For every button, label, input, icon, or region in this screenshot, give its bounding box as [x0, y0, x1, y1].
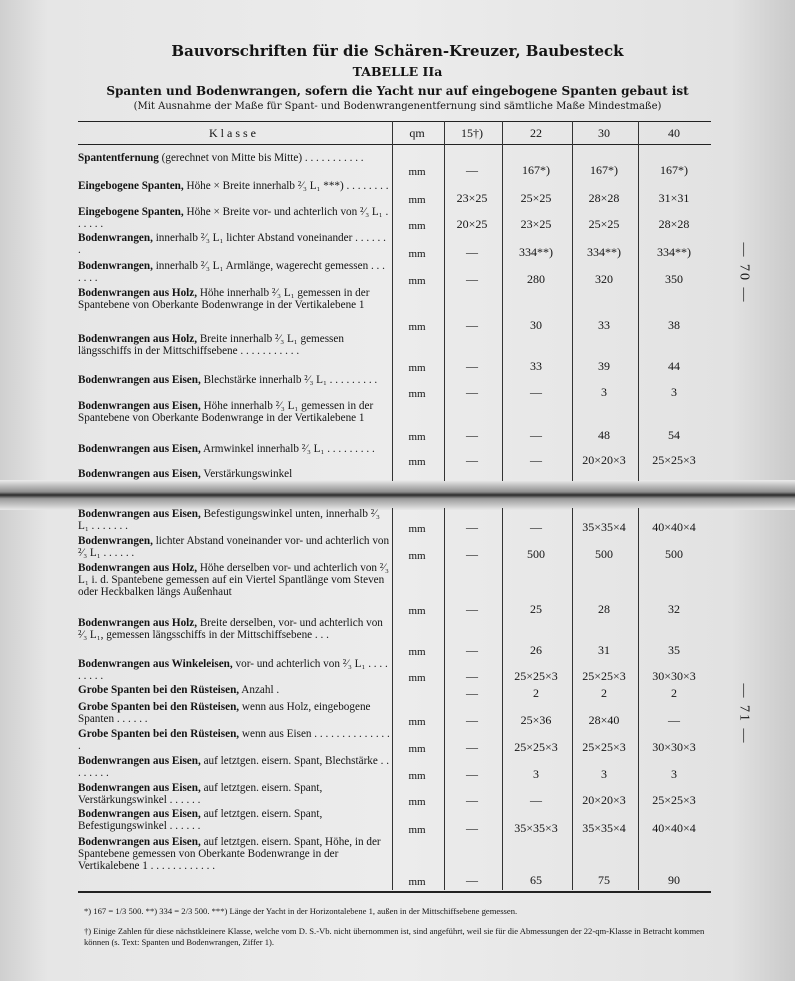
row-heading: Bodenwrangen aus Eisen,: [78, 782, 201, 794]
row-value: —: [466, 547, 478, 561]
table-row: [78, 333, 711, 374]
row-value: 2: [601, 686, 607, 700]
row-value: 2: [533, 686, 539, 700]
column-header-unit: qm: [409, 126, 425, 140]
row-heading: Bodenwrangen aus Holz,: [78, 287, 198, 299]
row-value: 28: [598, 602, 610, 616]
row-value: —: [466, 359, 478, 373]
row-value: —: [466, 453, 478, 467]
table-row: [78, 562, 711, 617]
row-unit: mm: [408, 275, 426, 287]
table-bottom-rule: [78, 891, 711, 893]
column-header-15: 15†): [461, 126, 483, 140]
row-unit: mm: [408, 605, 426, 617]
row-text: Anzahl .: [239, 684, 280, 696]
row-value: 30×30×3: [652, 669, 696, 683]
row-text: auf letztgen. eisern. Spant, Verstärkungswinkel . . . . . .: [78, 782, 323, 806]
row-value: 25×25: [520, 191, 552, 205]
row-value: 75: [598, 873, 610, 887]
row-unit: mm: [408, 646, 426, 658]
row-value: 25×25×3: [582, 669, 626, 683]
row-value: 20×20×3: [582, 453, 626, 467]
row-value: —: [530, 385, 542, 399]
row-unit: mm: [408, 716, 426, 728]
row-value: 23×25: [520, 217, 552, 231]
row-value: 3: [601, 767, 607, 781]
row-description: [78, 617, 390, 641]
page-number-71: — 71 —: [736, 683, 752, 745]
table-row: [78, 287, 711, 333]
row-value: 23×25: [456, 191, 488, 205]
row-text: Blechstärke innerhalb ²⁄₃ L₁ . . . . . . . . .: [200, 374, 378, 386]
row-value: —: [466, 385, 478, 399]
row-value: —: [466, 163, 478, 177]
row-text: Höhe × Breite innerhalb ²⁄₃ L₁ ***) . . . . . . . .: [183, 180, 389, 192]
row-text: lichter Abstand voneinander vor- und achterlich von ²⁄₃ L₁ . . . . . .: [78, 535, 390, 559]
top-column-rule: [502, 121, 503, 481]
row-value: 44: [668, 359, 680, 373]
row-text: Höhe innerhalb ²⁄₃ L₁ gemessen in der Spantebene von Oberkante Bodenwrange in der Vertikalebene 1: [78, 287, 370, 311]
table-row: [78, 206, 711, 232]
row-heading: Bodenwrangen aus Eisen,: [78, 755, 201, 767]
row-unit: mm: [408, 220, 426, 232]
row-description: [78, 728, 390, 752]
row-value: —: [466, 713, 478, 727]
row-value: 334**): [657, 245, 691, 259]
table-label: TABELLE IIa: [352, 64, 443, 79]
row-description: [78, 468, 390, 480]
row-value: 32: [668, 602, 680, 616]
row-heading: Bodenwrangen aus Eisen,: [78, 374, 201, 386]
bottom-column-rule: [502, 508, 503, 890]
row-text: Verstärkungswinkel: [200, 468, 293, 480]
bottom-column-rule: [638, 508, 639, 890]
row-heading: Eingebogene Spanten,: [78, 180, 184, 192]
column-header-22: 22: [530, 126, 542, 140]
row-heading: Grobe Spanten bei den Rüsteisen,: [78, 701, 240, 713]
row-heading: Bodenwrangen,: [78, 535, 153, 547]
top-column-rule: [638, 121, 639, 481]
table-row: [78, 701, 711, 728]
row-value: —: [466, 686, 478, 700]
column-header-40: 40: [668, 126, 680, 140]
column-header-klasse: Klasse: [209, 126, 259, 140]
row-heading: Bodenwrangen aus Eisen,: [78, 808, 201, 820]
table-row: [78, 180, 711, 206]
row-description: [78, 180, 390, 192]
row-value: —: [530, 453, 542, 467]
row-value: 20×20×3: [582, 793, 626, 807]
row-description: [78, 206, 390, 230]
row-unit: mm: [408, 321, 426, 333]
row-unit: mm: [408, 672, 426, 684]
row-unit: mm: [408, 824, 426, 836]
row-heading: Grobe Spanten bei den Rüsteisen,: [78, 728, 240, 740]
table-subtitle: Spanten und Bodenwrangen, sofern die Yacht nur auf eingebogene Spanten gebaut ist: [106, 84, 689, 98]
row-heading: Grobe Spanten bei den Rüsteisen,: [78, 684, 240, 696]
row-text: Armwinkel innerhalb ²⁄₃ L₁ . . . . . . . . .: [200, 443, 375, 455]
row-value: 3: [601, 385, 607, 399]
table-row: [78, 728, 711, 755]
table-row: [78, 535, 711, 562]
row-value: 500: [527, 547, 545, 561]
table-row: [78, 232, 711, 260]
row-heading: Bodenwrangen aus Eisen,: [78, 508, 201, 520]
row-unit: mm: [408, 431, 426, 443]
row-text: Befestigungswinkel unten, innerhalb ²⁄₃ L₁ . . . . . . .: [78, 508, 380, 532]
row-text: vor- und achterlich von ²⁄₃ L₁ . . . . . . . . .: [78, 658, 388, 682]
footnote-1: *) 167 = 1/3 500. **) 334 = 2/3 500. ***) Länge der Yacht in der Horizontalebene 1, außen in der Mittschiffsebene gemessen.: [84, 906, 518, 916]
row-description: [78, 443, 390, 455]
row-value: 500: [665, 547, 683, 561]
row-value: —: [466, 669, 478, 683]
row-value: 30: [530, 318, 542, 332]
row-value: 39: [598, 359, 610, 373]
row-text: wenn aus Holz, eingebogene Spanten . . . . . .: [78, 701, 371, 725]
table-row: [78, 508, 711, 535]
row-text: auf letztgen. eisern. Spant, Höhe, in der Spantebene gemessen von Oberkante Bodenwrange in der Vertikalebene 1 . . . . . . . . . . . .: [78, 836, 381, 872]
row-unit: mm: [408, 876, 426, 888]
page-title: Bauvorschriften für die Schären-Kreuzer, Baubesteck: [171, 42, 624, 60]
row-value: 33: [598, 318, 610, 332]
row-description: [78, 260, 390, 284]
top-column-rule: [444, 121, 445, 481]
bottom-column-rule: [444, 508, 445, 890]
row-value: —: [466, 520, 478, 534]
row-value: 33: [530, 359, 542, 373]
row-heading: Spantentfernung: [78, 152, 159, 164]
row-value: 35×35×4: [582, 821, 626, 835]
row-value: —: [466, 602, 478, 616]
row-value: 3: [533, 767, 539, 781]
row-value: 20×25: [456, 217, 488, 231]
row-text: Höhe × Breite vor- und achterlich von ²⁄₃ L₁ . . . . . .: [78, 206, 389, 230]
row-heading: Bodenwrangen aus Eisen,: [78, 443, 201, 455]
row-value: —: [466, 318, 478, 332]
row-value: 40×40×4: [652, 520, 696, 534]
row-description: [78, 374, 390, 386]
row-value: 350: [665, 272, 683, 286]
row-value: —: [530, 520, 542, 534]
row-value: 500: [595, 547, 613, 561]
row-value: 25: [530, 602, 542, 616]
row-value: —: [466, 873, 478, 887]
row-value: 25×25: [588, 217, 620, 231]
row-text: Breite derselben, vor- und achterlich von ²⁄₃ L₁, gemessen längsschiffs in der Mittschiffsebene . . .: [78, 617, 383, 641]
row-description: [78, 232, 390, 256]
table-row: [78, 152, 711, 178]
table-row: [78, 468, 711, 480]
row-heading: Eingebogene Spanten,: [78, 206, 184, 218]
row-value: 25×25×3: [514, 740, 558, 754]
row-value: 334**): [519, 245, 553, 259]
row-unit: mm: [408, 456, 426, 468]
row-value: 3: [671, 767, 677, 781]
row-heading: Bodenwrangen aus Holz,: [78, 617, 198, 629]
row-heading: Bodenwrangen aus Holz,: [78, 562, 198, 574]
row-value: 167*): [590, 163, 618, 177]
row-description: [78, 287, 390, 311]
row-value: 54: [668, 428, 680, 442]
table-row: [78, 836, 711, 888]
row-value: 30×30×3: [652, 740, 696, 754]
row-description: [78, 658, 390, 682]
row-value: 38: [668, 318, 680, 332]
row-text: auf letztgen. eisern. Spant, Blechstärke . . . . . . . .: [78, 755, 390, 779]
row-value: 167*): [660, 163, 688, 177]
row-value: 48: [598, 428, 610, 442]
row-value: 40×40×4: [652, 821, 696, 835]
column-header-30: 30: [598, 126, 610, 140]
row-unit: mm: [408, 388, 426, 400]
row-heading: Bodenwrangen aus Winkeleisen,: [78, 658, 233, 670]
row-value: —: [530, 793, 542, 807]
table-row: [78, 260, 711, 287]
top-column-rule: [392, 121, 393, 481]
row-value: 320: [595, 272, 613, 286]
table-row: [78, 808, 711, 836]
footnote-2: †) Einige Zahlen für diese nächstkleinere Klasse, welche vom D. S.-Vb. nicht übernommen ist, sind angeführt, weil sie für die Abmessungen der 22-qm-Klasse in Betracht kommen können (s. Text: Spanten und Bodenwrangen, Ziffer 1).: [84, 926, 705, 947]
table-note: (Mit Ausnahme der Maße für Spant- und Bodenwrangenentfernung sind sämtliche Maße Mindestmaße): [133, 101, 662, 112]
row-heading: Bodenwrangen aus Eisen,: [78, 468, 201, 480]
row-value: —: [530, 428, 542, 442]
table-row: [78, 374, 711, 400]
row-unit: mm: [408, 550, 426, 562]
row-heading: Bodenwrangen aus Eisen,: [78, 836, 201, 848]
table-row: [78, 443, 711, 468]
row-value: 31: [598, 643, 610, 657]
row-unit: mm: [408, 743, 426, 755]
row-value: 35: [668, 643, 680, 657]
row-text: Breite innerhalb ²⁄₃ L₁ gemessen längsschiffs in der Mittschiffsebene . . . . . . . . . . .: [78, 333, 344, 357]
row-description: [78, 701, 390, 725]
row-value: 28×28: [588, 191, 620, 205]
row-text: innerhalb ²⁄₃ L₁ Armlänge, wagerecht gemessen . . . . . . .: [78, 260, 385, 284]
table-row: [78, 400, 711, 443]
row-description: [78, 152, 390, 164]
row-value: —: [466, 793, 478, 807]
row-value: 25×25×3: [582, 740, 626, 754]
row-text: auf letztgen. eisern. Spant, Befestigungswinkel . . . . . .: [78, 808, 323, 832]
row-unit: mm: [408, 194, 426, 206]
row-value: 167*): [522, 163, 550, 177]
row-value: 28×28: [658, 217, 690, 231]
table-row: [78, 617, 711, 658]
row-text: Höhe derselben vor- und achterlich von ²⁄₃ L₁ i. d. Spantebene gemessen auf ein Viertel Spantlänge vom Steven oder Heckbalken längs Außenhaut: [78, 562, 389, 598]
row-value: 35×35×3: [514, 821, 558, 835]
row-value: —: [466, 767, 478, 781]
page-number-70: — 70 —: [736, 242, 752, 304]
table-row: [78, 658, 711, 684]
row-unit: mm: [408, 796, 426, 808]
row-unit: mm: [408, 523, 426, 535]
bottom-column-rule: [392, 508, 393, 890]
table-row: [78, 684, 711, 701]
row-text: innerhalb ²⁄₃ L₁ lichter Abstand voneinander . . . . . . .: [78, 232, 386, 256]
row-value: 25×25×3: [652, 453, 696, 467]
row-value: 31×31: [658, 191, 690, 205]
row-value: 25×25×3: [514, 669, 558, 683]
row-unit: mm: [408, 362, 426, 374]
row-value: 25×25×3: [652, 793, 696, 807]
row-description: [78, 333, 390, 357]
row-description: [78, 562, 390, 598]
row-heading: Bodenwrangen,: [78, 232, 153, 244]
row-description: [78, 836, 390, 872]
row-heading: Bodenwrangen aus Holz,: [78, 333, 198, 345]
table-header: [78, 121, 711, 145]
row-value: —: [466, 428, 478, 442]
row-value: —: [466, 740, 478, 754]
table-row: [78, 755, 711, 782]
row-value: 280: [527, 272, 545, 286]
row-unit: mm: [408, 248, 426, 260]
row-heading: Bodenwrangen,: [78, 260, 153, 272]
row-unit: mm: [408, 770, 426, 782]
row-value: 25×36: [520, 713, 552, 727]
row-description: [78, 508, 390, 532]
row-description: [78, 535, 390, 559]
row-description: [78, 755, 390, 779]
book-fold: [0, 480, 795, 510]
row-value: —: [668, 713, 680, 727]
row-value: 90: [668, 873, 680, 887]
row-description: [78, 400, 390, 424]
row-description: [78, 782, 390, 806]
row-description: [78, 684, 390, 696]
row-text: (gerechnet von Mitte bis Mitte) . . . . . . . . . . .: [158, 152, 364, 164]
bottom-column-rule: [572, 508, 573, 890]
table-row: [78, 782, 711, 808]
row-value: 28×40: [588, 713, 620, 727]
row-value: —: [466, 643, 478, 657]
row-text: wenn aus Eisen . . . . . . . . . . . . . . .: [78, 728, 390, 752]
row-value: —: [466, 821, 478, 835]
row-value: 35×35×4: [582, 520, 626, 534]
row-value: 26: [530, 643, 542, 657]
row-heading: Bodenwrangen aus Eisen,: [78, 400, 201, 412]
row-value: 2: [671, 686, 677, 700]
row-description: [78, 808, 390, 832]
top-column-rule: [572, 121, 573, 481]
row-value: —: [466, 245, 478, 259]
row-value: 334**): [587, 245, 621, 259]
row-unit: mm: [408, 166, 426, 178]
row-value: —: [466, 272, 478, 286]
row-text: Höhe innerhalb ²⁄₃ L₁ gemessen in der Spantebene von Oberkante Bodenwrange in der Vertikalebene 1: [78, 400, 374, 424]
row-value: 3: [671, 385, 677, 399]
row-value: 65: [530, 873, 542, 887]
